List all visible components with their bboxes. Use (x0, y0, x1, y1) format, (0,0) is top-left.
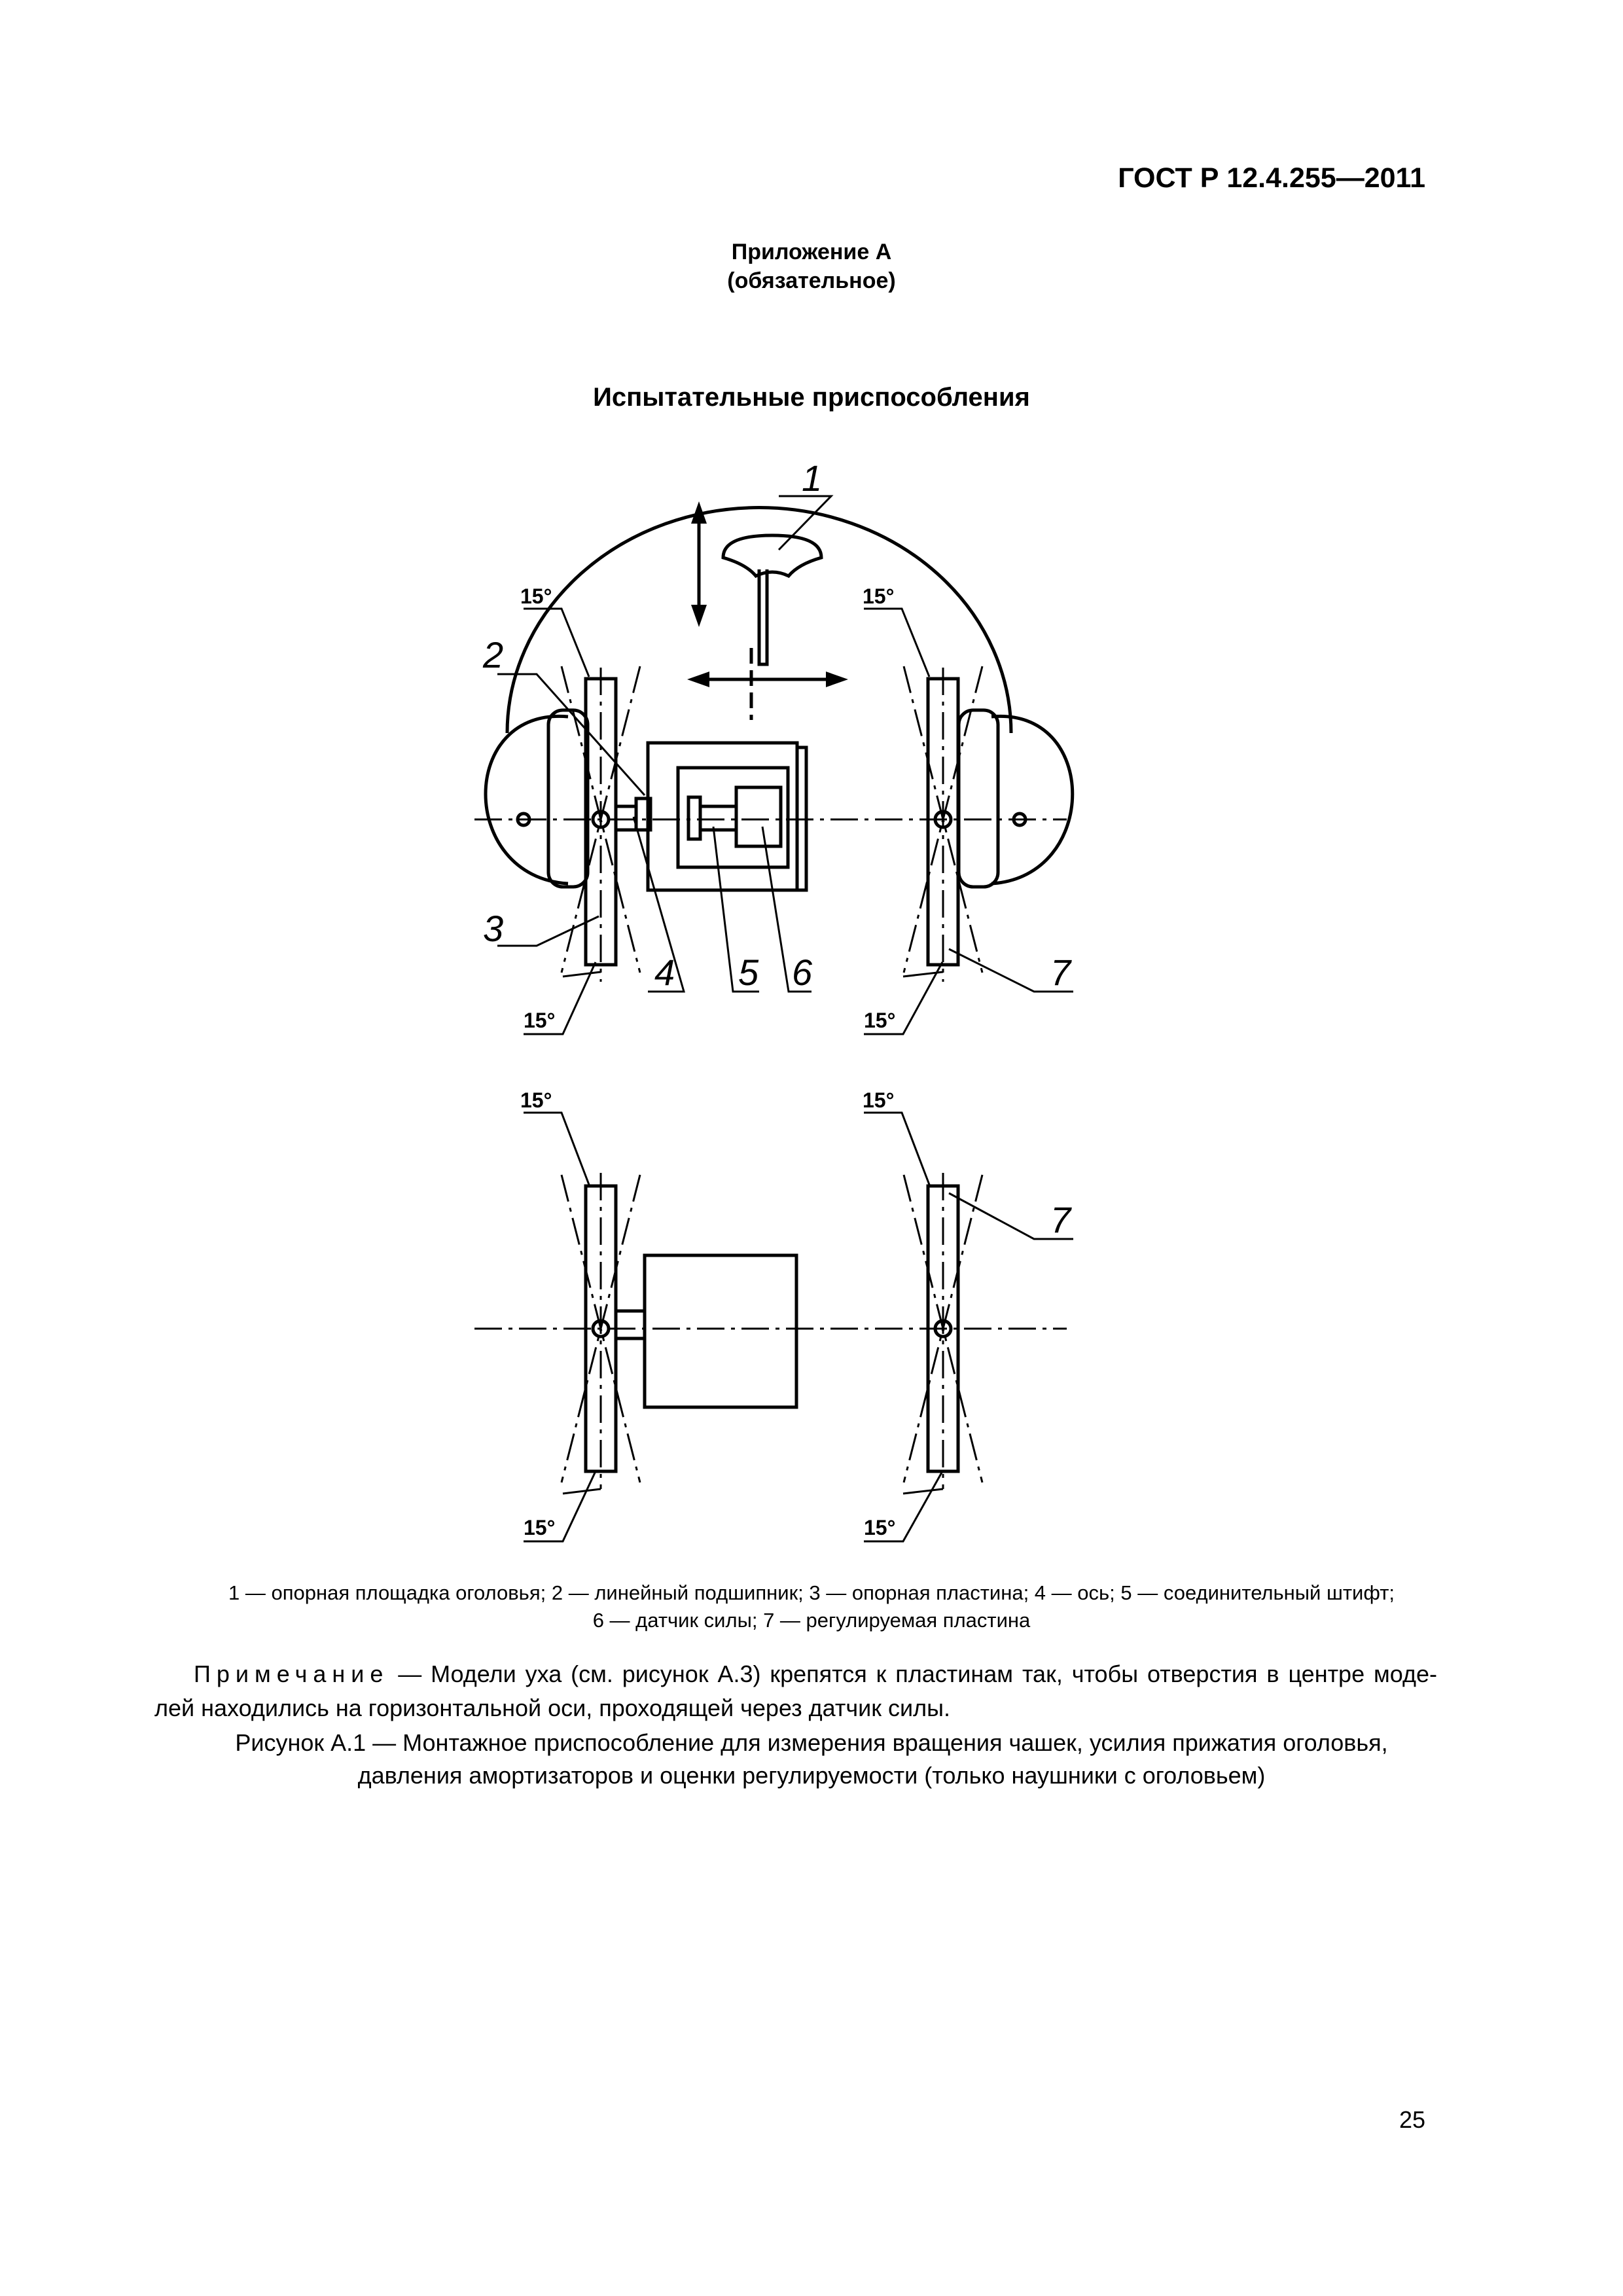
figure-drawing (0, 458, 1623, 1571)
appendix-title: Приложение А (731, 240, 892, 264)
figure-caption-line-1: Рисунок А.1 — Монтажное приспособление для измерения вращения чашек, усилия прижатия оголовья, (235, 1729, 1388, 1756)
left-cushion (486, 716, 568, 884)
sensor-core (736, 787, 781, 846)
figure-legend-line-2: 6 — датчик силы; 7 — регулируемая пластина (592, 1609, 1031, 1632)
note-label: Примечание (194, 1660, 389, 1687)
force-sensor (678, 768, 788, 867)
connecting-pin (688, 797, 700, 839)
angle-label: 15° (524, 1516, 556, 1539)
note (154, 1657, 1437, 1725)
label-7b: 7 (1050, 1199, 1071, 1240)
section-title: Испытательные приспособления (593, 383, 1030, 412)
pad-rod (759, 569, 767, 664)
label-2: 2 (483, 634, 504, 675)
sensor-block (645, 1255, 796, 1407)
right-cup (959, 710, 998, 887)
label-5: 5 (738, 952, 759, 993)
right-cushion (991, 716, 1073, 884)
angle-label: 15° (863, 1088, 895, 1112)
appendix-status: (обязательное) (727, 268, 896, 293)
headband-pad (723, 535, 821, 576)
label-6: 6 (792, 952, 813, 993)
angle-label: 15° (864, 1516, 896, 1539)
angle-label: 15° (520, 584, 552, 608)
label-7: 7 (1050, 952, 1071, 993)
page-number: 25 (1399, 2106, 1425, 2133)
label-1: 1 (802, 458, 823, 499)
note-text: — Модели уха (см. рисунок А.3) крепятся к пластинам так, чтобы отверстия в центре моде-лей находились на горизонтальной оси, проходящей через датчик силы. (154, 1660, 1437, 1721)
angle-label: 15° (524, 1009, 556, 1032)
angle-label: 15° (864, 1009, 896, 1032)
figure-legend-line-1: 1 — опорная площадка оголовья; 2 — линейный подшипник; 3 — опорная пластина; 4 — ось; 5 — соединительный штифт; (228, 1581, 1395, 1604)
angle-label: 15° (863, 584, 895, 608)
figure-caption-line-2: давления амортизаторов и оценки регулируемости (только наушники с оголовьем) (357, 1762, 1266, 1789)
left-cup (548, 710, 588, 887)
angle-label: 15° (520, 1088, 552, 1112)
label-3: 3 (483, 908, 504, 949)
document-number: ГОСТ Р 12.4.255—2011 (1118, 162, 1425, 194)
label-4: 4 (654, 952, 675, 993)
